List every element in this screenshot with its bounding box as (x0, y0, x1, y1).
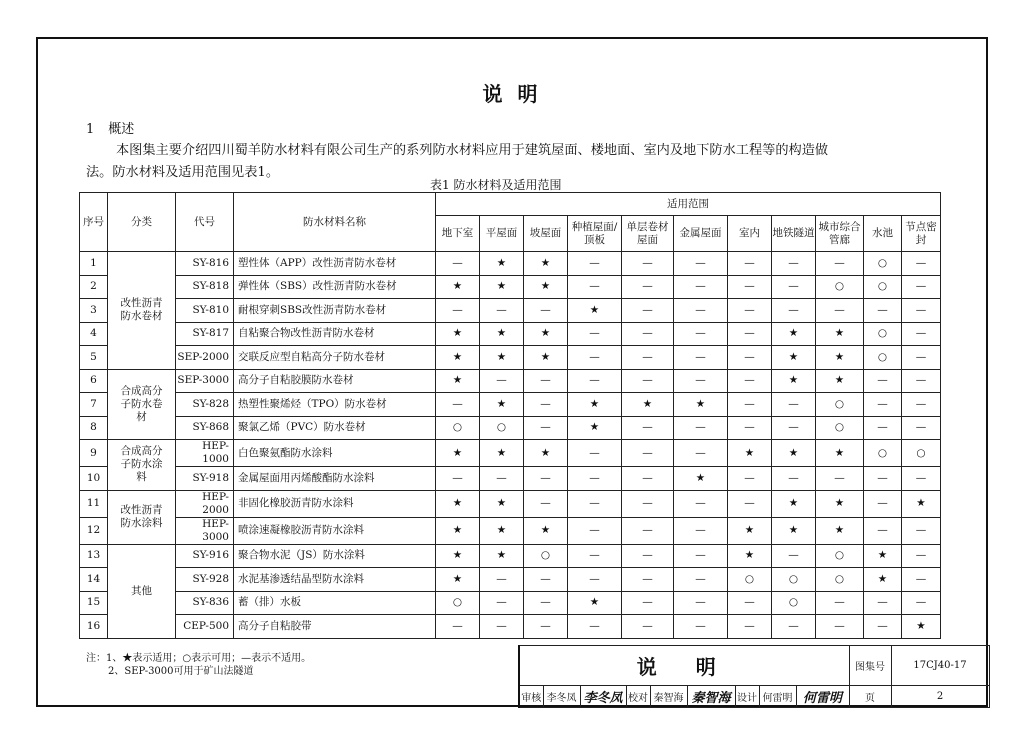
row-scope-mark: ○ (816, 544, 864, 568)
section-number: 1 (86, 122, 95, 137)
row-code: CEP-500 (176, 615, 234, 639)
row-scope-mark: ○ (816, 393, 864, 417)
row-scope-mark: — (436, 467, 480, 491)
row-material-name: 聚氯乙烯（PVC）防水卷材 (234, 416, 436, 440)
row-scope-mark: — (524, 369, 568, 393)
header-scope-col: 平屋面 (480, 216, 524, 252)
row-code: SY-818 (176, 275, 234, 299)
row-material-name: 自粘聚合物改性沥青防水卷材 (234, 322, 436, 346)
row-scope-mark: ★ (524, 252, 568, 276)
row-scope-mark: — (568, 568, 622, 592)
header-scope-col: 节点密封 (902, 216, 941, 252)
row-scope-mark: ★ (436, 369, 480, 393)
row-scope-mark: ★ (524, 322, 568, 346)
row-scope-mark: ○ (816, 416, 864, 440)
row-scope-mark: — (864, 299, 902, 323)
row-scope-mark: ★ (480, 490, 524, 517)
row-material-name: 金属屋面用丙烯酸酯防水涂料 (234, 467, 436, 491)
table-caption: 表1 防水材料及适用范围 (430, 178, 562, 192)
row-scope-mark: — (524, 615, 568, 639)
row-number: 4 (80, 322, 108, 346)
designer-signature: 何雷明 (796, 686, 849, 708)
row-scope-mark: — (728, 416, 772, 440)
row-scope-mark: — (622, 490, 674, 517)
row-scope-mark: — (622, 299, 674, 323)
row-number: 10 (80, 467, 108, 491)
row-scope-mark: — (728, 615, 772, 639)
row-scope-mark: — (772, 252, 816, 276)
row-scope-mark: — (902, 416, 941, 440)
row-code: SY-810 (176, 299, 234, 323)
row-scope-mark: ○ (816, 275, 864, 299)
row-scope-mark: — (622, 440, 674, 467)
row-scope-mark: — (524, 393, 568, 417)
row-scope-mark: — (772, 393, 816, 417)
checker-signature: 秦智海 (687, 686, 735, 708)
row-scope-mark: ★ (524, 275, 568, 299)
row-scope-mark: — (674, 252, 728, 276)
row-scope-mark: — (728, 322, 772, 346)
table-row (80, 322, 941, 346)
row-scope-mark: — (864, 490, 902, 517)
row-number: 12 (80, 517, 108, 544)
row-scope-mark: ★ (816, 440, 864, 467)
row-scope-mark: ★ (480, 252, 524, 276)
reviewer-label: 审核 (519, 686, 543, 708)
table-row (80, 346, 941, 370)
row-scope-mark: ★ (524, 440, 568, 467)
designer-label: 设计 (735, 686, 759, 708)
row-scope-mark: ★ (772, 490, 816, 517)
row-scope-mark: ★ (816, 346, 864, 370)
row-code: SY-836 (176, 591, 234, 615)
row-scope-mark: — (568, 440, 622, 467)
row-scope-mark: — (902, 275, 941, 299)
row-number: 7 (80, 393, 108, 417)
row-scope-mark: ○ (864, 322, 902, 346)
table-row (80, 615, 941, 639)
row-scope-mark: — (728, 252, 772, 276)
row-scope-mark: ○ (772, 591, 816, 615)
row-material-name: 白色聚氨酯防水涂料 (234, 440, 436, 467)
row-scope-mark: — (674, 416, 728, 440)
row-material-name: 高分子自粘胶膜防水卷材 (234, 369, 436, 393)
row-number: 15 (80, 591, 108, 615)
row-scope-mark: ★ (568, 591, 622, 615)
row-scope-mark: — (816, 591, 864, 615)
page-label: 页 (849, 686, 891, 708)
row-scope-mark: — (728, 299, 772, 323)
table-row (80, 369, 941, 393)
row-scope-mark: — (772, 544, 816, 568)
row-scope-mark: ★ (728, 440, 772, 467)
header-scope-col: 金属屋面 (674, 216, 728, 252)
table-row (80, 490, 941, 517)
row-scope-mark: — (622, 467, 674, 491)
header-scope-col: 坡屋面 (524, 216, 568, 252)
intro-line-1: 本图集主要介绍四川蜀羊防水材料有限公司生产的系列防水材料应用于建筑屋面、楼地面、室内及地下防水工程等的构造做 (116, 143, 829, 158)
header-name: 防水材料名称 (234, 193, 436, 252)
row-scope-mark: ○ (864, 346, 902, 370)
row-number: 8 (80, 416, 108, 440)
row-material-name: 交联反应型自粘高分子防水卷材 (234, 346, 436, 370)
row-scope-mark: ★ (674, 393, 728, 417)
row-code: HEP-1000 (176, 440, 234, 467)
row-scope-mark: — (816, 467, 864, 491)
row-scope-mark: ★ (816, 490, 864, 517)
atlas-label: 图集号 (849, 646, 891, 686)
row-scope-mark: — (674, 591, 728, 615)
row-scope-mark: ★ (622, 393, 674, 417)
row-material-name: 热塑性聚烯烃（TPO）防水卷材 (234, 393, 436, 417)
note-line-2: 2、SEP-3000可用于矿山法隧道 (108, 666, 254, 677)
row-scope-mark: — (728, 591, 772, 615)
table-row (80, 467, 941, 491)
row-category: 改性沥青防水涂料 (108, 490, 176, 544)
row-scope-mark: — (622, 517, 674, 544)
checker-name: 秦智海 (650, 686, 687, 708)
row-scope-mark: ★ (772, 517, 816, 544)
row-scope-mark: ★ (772, 322, 816, 346)
note-line-1: 注：1、★表示适用；○表示可用；—表示不适用。 (86, 653, 312, 664)
row-scope-mark: ★ (728, 544, 772, 568)
row-scope-mark: ★ (816, 322, 864, 346)
row-scope-mark: ★ (568, 416, 622, 440)
row-scope-mark: — (864, 416, 902, 440)
row-scope-mark: ○ (436, 416, 480, 440)
row-scope-mark: — (568, 517, 622, 544)
table-row (80, 416, 941, 440)
header-scope-col: 室内 (728, 216, 772, 252)
row-scope-mark: — (864, 467, 902, 491)
row-scope-mark: — (622, 568, 674, 592)
row-scope-mark: ★ (480, 517, 524, 544)
row-scope-mark: — (902, 346, 941, 370)
row-scope-mark: — (728, 490, 772, 517)
row-scope-mark: ○ (772, 568, 816, 592)
row-material-name: 高分子自粘胶带 (234, 615, 436, 639)
row-scope-mark: — (816, 615, 864, 639)
header-scope-col: 地铁隧道 (772, 216, 816, 252)
row-code: SY-918 (176, 467, 234, 491)
row-scope-mark: ★ (480, 275, 524, 299)
row-number: 1 (80, 252, 108, 276)
row-scope-mark: ★ (436, 440, 480, 467)
row-scope-mark: — (864, 393, 902, 417)
header-scope-col: 种植屋面/顶板 (568, 216, 622, 252)
row-number: 13 (80, 544, 108, 568)
header-scope-col: 地下室 (436, 216, 480, 252)
row-scope-mark: — (902, 369, 941, 393)
row-category: 合成高分子防水卷材 (108, 369, 176, 440)
row-scope-mark: — (568, 322, 622, 346)
row-scope-mark: ★ (436, 346, 480, 370)
row-scope-mark: ★ (436, 322, 480, 346)
row-code: SEP-3000 (176, 369, 234, 393)
row-scope-mark: ★ (480, 322, 524, 346)
row-scope-mark: ★ (772, 369, 816, 393)
row-scope-mark: — (622, 252, 674, 276)
row-scope-mark: — (524, 591, 568, 615)
row-scope-mark: ★ (728, 517, 772, 544)
section-heading (86, 118, 148, 137)
row-scope-mark: — (436, 615, 480, 639)
row-scope-mark: ★ (772, 440, 816, 467)
row-scope-mark: — (772, 299, 816, 323)
row-scope-mark: ○ (864, 252, 902, 276)
row-scope-mark: ★ (436, 568, 480, 592)
row-scope-mark: ★ (480, 544, 524, 568)
row-scope-mark: — (674, 275, 728, 299)
header-category: 分类 (108, 193, 176, 252)
table-row (80, 544, 941, 568)
notes (86, 652, 311, 678)
row-scope-mark: ○ (864, 275, 902, 299)
row-scope-mark: — (568, 369, 622, 393)
row-scope-mark: ★ (674, 467, 728, 491)
row-scope-mark: — (524, 416, 568, 440)
row-scope-mark: — (674, 615, 728, 639)
row-material-name: 聚合物水泥（JS）防水涂料 (234, 544, 436, 568)
table-row (80, 591, 941, 615)
page-number: 2 (891, 686, 989, 708)
row-scope-mark: — (674, 544, 728, 568)
row-scope-mark: — (674, 299, 728, 323)
row-scope-mark: — (568, 252, 622, 276)
row-scope-mark: ★ (772, 346, 816, 370)
table-row (80, 568, 941, 592)
row-scope-mark: — (864, 591, 902, 615)
row-scope-mark: — (902, 568, 941, 592)
table-row (80, 393, 941, 417)
row-scope-mark: — (728, 393, 772, 417)
page-title: 说 明 (482, 82, 542, 106)
row-scope-mark: — (480, 568, 524, 592)
row-code: SY-928 (176, 568, 234, 592)
row-scope-mark: — (480, 615, 524, 639)
row-scope-mark: — (902, 517, 941, 544)
row-scope-mark: ★ (568, 393, 622, 417)
row-scope-mark: — (622, 591, 674, 615)
row-code: SY-916 (176, 544, 234, 568)
row-code: SY-828 (176, 393, 234, 417)
row-scope-mark: — (728, 346, 772, 370)
table-row (80, 440, 941, 467)
row-number: 3 (80, 299, 108, 323)
row-code: HEP-3000 (176, 517, 234, 544)
row-scope-mark: — (772, 416, 816, 440)
row-scope-mark: — (674, 346, 728, 370)
row-scope-mark: — (674, 322, 728, 346)
row-number: 14 (80, 568, 108, 592)
row-scope-mark: ★ (902, 615, 941, 639)
row-scope-mark: — (568, 544, 622, 568)
materials-table (79, 192, 941, 639)
row-number: 5 (80, 346, 108, 370)
row-scope-mark: — (480, 591, 524, 615)
row-material-name: 喷涂速凝橡胶沥青防水涂料 (234, 517, 436, 544)
row-scope-mark: ★ (864, 568, 902, 592)
section-title: 概述 (108, 122, 135, 137)
row-material-name: 塑性体（APP）改性沥青防水卷材 (234, 252, 436, 276)
row-number: 9 (80, 440, 108, 467)
row-scope-mark: ○ (436, 591, 480, 615)
row-number: 11 (80, 490, 108, 517)
row-scope-mark: ○ (524, 544, 568, 568)
row-material-name: 非固化橡胶沥青防水涂料 (234, 490, 436, 517)
row-scope-mark: ★ (480, 440, 524, 467)
title-block-title: 说 明 (519, 646, 849, 686)
reviewer-signature: 李冬凤 (580, 686, 626, 708)
row-scope-mark: — (622, 544, 674, 568)
row-scope-mark: ○ (480, 416, 524, 440)
intro-line-2: 法。防水材料及适用范围见表1。 (86, 165, 280, 180)
row-scope-mark: ○ (816, 568, 864, 592)
row-material-name: 蓄（排）水板 (234, 591, 436, 615)
row-scope-mark: ★ (864, 544, 902, 568)
row-scope-mark: — (480, 369, 524, 393)
row-scope-mark: — (524, 299, 568, 323)
row-category: 其他 (108, 544, 176, 638)
reviewer-name: 李冬凤 (543, 686, 580, 708)
row-scope-mark: — (480, 467, 524, 491)
row-scope-mark: — (902, 467, 941, 491)
row-scope-mark: ○ (728, 568, 772, 592)
row-number: 6 (80, 369, 108, 393)
row-material-name: 耐根穿刺SBS改性沥青防水卷材 (234, 299, 436, 323)
row-scope-mark: — (674, 440, 728, 467)
row-scope-mark: — (902, 252, 941, 276)
table-row (80, 517, 941, 544)
row-scope-mark: — (436, 299, 480, 323)
row-scope-mark: ★ (480, 346, 524, 370)
row-code: SY-868 (176, 416, 234, 440)
row-scope-mark: — (728, 275, 772, 299)
row-scope-mark: — (902, 299, 941, 323)
row-scope-mark: — (772, 275, 816, 299)
row-scope-mark: — (864, 369, 902, 393)
row-scope-mark: — (902, 322, 941, 346)
row-code: SY-817 (176, 322, 234, 346)
row-scope-mark: ★ (816, 369, 864, 393)
row-scope-mark: — (674, 568, 728, 592)
row-scope-mark: — (622, 615, 674, 639)
row-category: 合成高分子防水涂料 (108, 440, 176, 491)
row-scope-mark: — (568, 490, 622, 517)
row-scope-mark: — (816, 299, 864, 323)
row-scope-mark: — (902, 544, 941, 568)
row-scope-mark: — (524, 568, 568, 592)
row-category: 改性沥青防水卷材 (108, 252, 176, 370)
row-scope-mark: ★ (436, 517, 480, 544)
row-scope-mark: — (728, 369, 772, 393)
row-code: HEP-2000 (176, 490, 234, 517)
row-scope-mark: — (674, 517, 728, 544)
row-scope-mark: — (772, 467, 816, 491)
header-scope-col: 城市综合管廊 (816, 216, 864, 252)
row-code: SEP-2000 (176, 346, 234, 370)
row-scope-mark: ★ (524, 346, 568, 370)
header-scope-col: 水池 (864, 216, 902, 252)
checker-label: 校对 (626, 686, 650, 708)
row-number: 16 (80, 615, 108, 639)
row-scope-mark: — (568, 275, 622, 299)
row-scope-mark: ★ (436, 275, 480, 299)
row-scope-mark: ★ (524, 517, 568, 544)
row-scope-mark: ★ (568, 299, 622, 323)
designer-name: 何雷明 (759, 686, 796, 708)
row-scope-mark: — (480, 299, 524, 323)
table-row (80, 275, 941, 299)
title-block (518, 645, 990, 708)
row-scope-mark: — (524, 490, 568, 517)
row-scope-mark: — (622, 416, 674, 440)
row-code: SY-816 (176, 252, 234, 276)
row-scope-mark: — (622, 275, 674, 299)
row-scope-mark: — (674, 490, 728, 517)
row-scope-mark: ★ (902, 490, 941, 517)
table-row (80, 252, 941, 276)
row-scope-mark: — (902, 393, 941, 417)
row-scope-mark: — (436, 252, 480, 276)
row-scope-mark: ○ (864, 440, 902, 467)
row-scope-mark: — (524, 467, 568, 491)
row-scope-mark: ★ (436, 544, 480, 568)
atlas-number: 17CJ40-17 (891, 646, 989, 686)
header-scope: 适用范围 (436, 193, 941, 216)
row-scope-mark: — (772, 615, 816, 639)
row-scope-mark: — (568, 346, 622, 370)
header-no: 序号 (80, 193, 108, 252)
row-scope-mark: — (568, 467, 622, 491)
header-scope-col: 单层卷材屋面 (622, 216, 674, 252)
row-scope-mark: ★ (816, 517, 864, 544)
row-scope-mark: — (568, 615, 622, 639)
row-scope-mark: — (622, 346, 674, 370)
row-scope-mark: — (728, 467, 772, 491)
row-scope-mark: — (902, 591, 941, 615)
row-scope-mark: ★ (480, 393, 524, 417)
row-scope-mark: ○ (902, 440, 941, 467)
row-scope-mark: — (436, 393, 480, 417)
row-material-name: 水泥基渗透结晶型防水涂料 (234, 568, 436, 592)
header-code: 代号 (176, 193, 234, 252)
row-scope-mark: — (864, 517, 902, 544)
row-scope-mark: — (864, 615, 902, 639)
table-row (80, 299, 941, 323)
row-scope-mark: — (674, 369, 728, 393)
row-scope-mark: — (816, 252, 864, 276)
row-material-name: 弹性体（SBS）改性沥青防水卷材 (234, 275, 436, 299)
row-scope-mark: — (622, 322, 674, 346)
row-number: 2 (80, 275, 108, 299)
row-scope-mark: ★ (436, 490, 480, 517)
row-scope-mark: — (622, 369, 674, 393)
